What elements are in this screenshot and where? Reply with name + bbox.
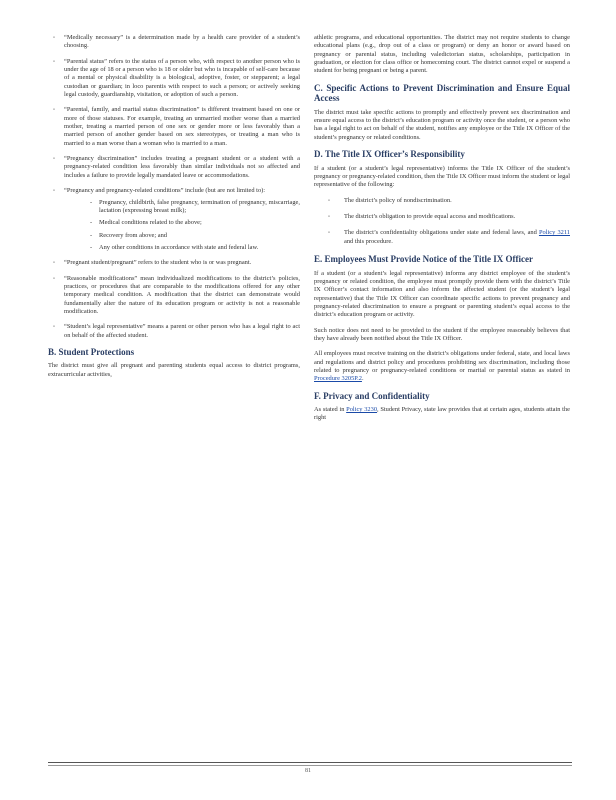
paragraph: If a student (or a student’s legal representative) informs any district employee of the student’s pregnancy or related condition, the employee must promptly provide them with the district’s Title IX Officer’s contact information and also inform the affected student (or the student’s legal representative) that the Title IX Officer can coordinate specific actions to prevent pregnancy and pregnancy-related discrimination to ensure a pregnant or parenting student’s equal access to the district’s education program or activity. — [314, 269, 570, 319]
section-heading-e: E. Employees Must Provide Notice of the Title IX Officer — [314, 254, 533, 264]
bullet-marker-icon: ▫ — [53, 156, 55, 163]
bullet-marker-icon: ▫ — [53, 260, 55, 267]
paragraph: As stated in Policy 3230, Student Privacy, state law provides that at certain ages, students attain the right — [314, 406, 570, 422]
bullet-marker-icon: ▫ — [53, 275, 55, 282]
left-column — [48, 34, 300, 386]
definition-item: ▫ “Parental, family, and marital status discrimination” is different treatment based on one or more of those statuses. For example, treating an unmarried mother worse than a married mother, treating a married person of one sex or gender more or less favorably than a married person of another gender based on sex stereotypes, or treating a man who is married to a man worse than a woman who is married to a man. — [53, 106, 300, 147]
definition-item: ▫ “Pregnant student/pregnant” refers to the student who is or was pregnant. — [53, 259, 252, 267]
definition-item: ▫ “Medically necessary” is a determination made by a health care provider of a student’s choosing. — [53, 34, 300, 50]
right-column — [314, 34, 570, 430]
list-item: - Any other conditions in accordance with state and federal law. — [90, 244, 300, 252]
paragraph: All employees must receive training on the district’s obligations under federal, state, and local laws and regulations and district policy and procedures prohibiting sex discrimination, including those related to pregnancy or pregnancy-related conditions or marital or parental status as stated in Procedure 3205P.2. — [314, 350, 570, 383]
definition-item: ▫ “Student’s legal representative” means a parent or other person who has a legal right to act on behalf of the affected student. — [53, 323, 300, 339]
condition-list — [64, 199, 300, 253]
bullet-marker-icon: ▫ — [53, 107, 55, 114]
definition-item: ▫ “Pregnancy discrimination” includes treating a pregnant student or a student with a pregnancy-related condition less favorably than similar individuals not so affected and includes a failure to provide legally mandated leave or accommodations. — [53, 155, 300, 179]
bullet-marker-icon: ▫ — [53, 35, 55, 41]
footer-divider — [48, 762, 572, 763]
paragraph: The district must take specific actions to promptly and effectively prevent sex discrimination and ensure equal access to the district’s education program or activity once the student, or a person who has a legal right to act on behalf of the student, notifies any employee or the Title IX Officer of the student’s pregnancy or related conditions. — [314, 108, 570, 141]
bullet-marker-icon: ▫ — [53, 58, 55, 65]
bullet-marker-icon: ▫ — [328, 197, 330, 204]
definition-item: ▫ “Parental status” refers to the status of a person who, with respect to another person who is under the age of 18 or a person who is 18 or older but who is incapable of self-care because of a mental or physical disability is a biological, adoptive, foster, or stepparent; a legal custodian or guardian; in loco parentis with respect to such a person; or actively seeking legal custody, guardianship, visitation, or adoption of such a person. — [53, 57, 300, 99]
paragraph: If a student (or a student’s legal representative) informs the Title IX Officer of the student’s pregnancy or pregnancy-related condition, then the Title IX Officer must inform the student or legal representative of the following: — [314, 164, 570, 189]
bullet-marker-icon: ▫ — [328, 230, 330, 237]
paragraph: Such notice does not need to be provided to the student if the employee reasonably believes that they have already been notified about the Title IX Officer. — [314, 326, 570, 342]
bullet-marker-icon: ▫ — [53, 324, 55, 331]
list-item: ▫ The district’s obligation to provide equal access and modifications. — [328, 212, 516, 220]
footer-divider — [48, 765, 572, 766]
bullet-marker-icon: ▫ — [328, 213, 330, 220]
list-item: - Medical conditions related to the above; — [90, 219, 300, 227]
definition-item: ▫ “Pregnancy and pregnancy-related conditions” include (but are not limited to): - Pregnancy, childbirth, false pregnancy, termination of pregnancy, miscarriage, lactation (expressing breast milk); - Medical conditions related to the above; - Recovery from above; and - Any other conditions in accordance with state and federal law. — [48, 187, 300, 252]
section-heading-f: F. Privacy and Confidentiality — [314, 390, 430, 401]
list-item: ▫ The district’s confidentiality obligations under state and federal laws, and Policy 3211 and this procedure. — [328, 229, 570, 245]
policy-3211-link[interactable]: Policy 3211 — [538, 229, 570, 237]
section-heading-c: C. Specific Actions to Prevent Discrimination and Ensure Equal Access — [314, 82, 570, 104]
policy-3230-link[interactable]: Policy 3230 — [346, 406, 378, 414]
section-heading-d: D. The Title IX Officer’s Responsibility — [314, 149, 465, 160]
paragraph: athletic programs, and educational opportunities. The district may not require students to change educational plans (e.g., drop out of a class or program) or deny an honor or award based on pregnancy or parental status, including valedictorian status, scholarships, participation in graduation, or election for class office or homecoming court. The district cannot expel or suspend a student for being pregnant or being a parent. — [314, 34, 570, 75]
definition-item: ▫ “Reasonable modifications” mean individualized modifications to the district’s policies, practices, or procedures that are comparable to the modifications offered for any other temporary medical condition. A modification that the district can demonstrate would fundamentally alter the nature of its education program or activity is not a reasonable modification. — [53, 274, 300, 315]
list-item: ▫ The district’s policy of nondiscrimination. — [328, 196, 452, 204]
list-item: - Recovery from above; and — [90, 232, 300, 240]
page-number: 81 — [305, 768, 311, 774]
paragraph: The district must give all pregnant and parenting students equal access to district programs, extracurricular activities, — [48, 362, 300, 378]
list-item: - Pregnancy, childbirth, false pregnancy, termination of pregnancy, miscarriage, lactation (expressing breast milk); — [90, 199, 300, 216]
procedure-3205p2-link[interactable]: Procedure 3205P.2 — [314, 375, 362, 383]
bullet-marker-icon: ▫ — [53, 188, 55, 195]
section-heading-b: B. Student Protections — [48, 346, 135, 357]
